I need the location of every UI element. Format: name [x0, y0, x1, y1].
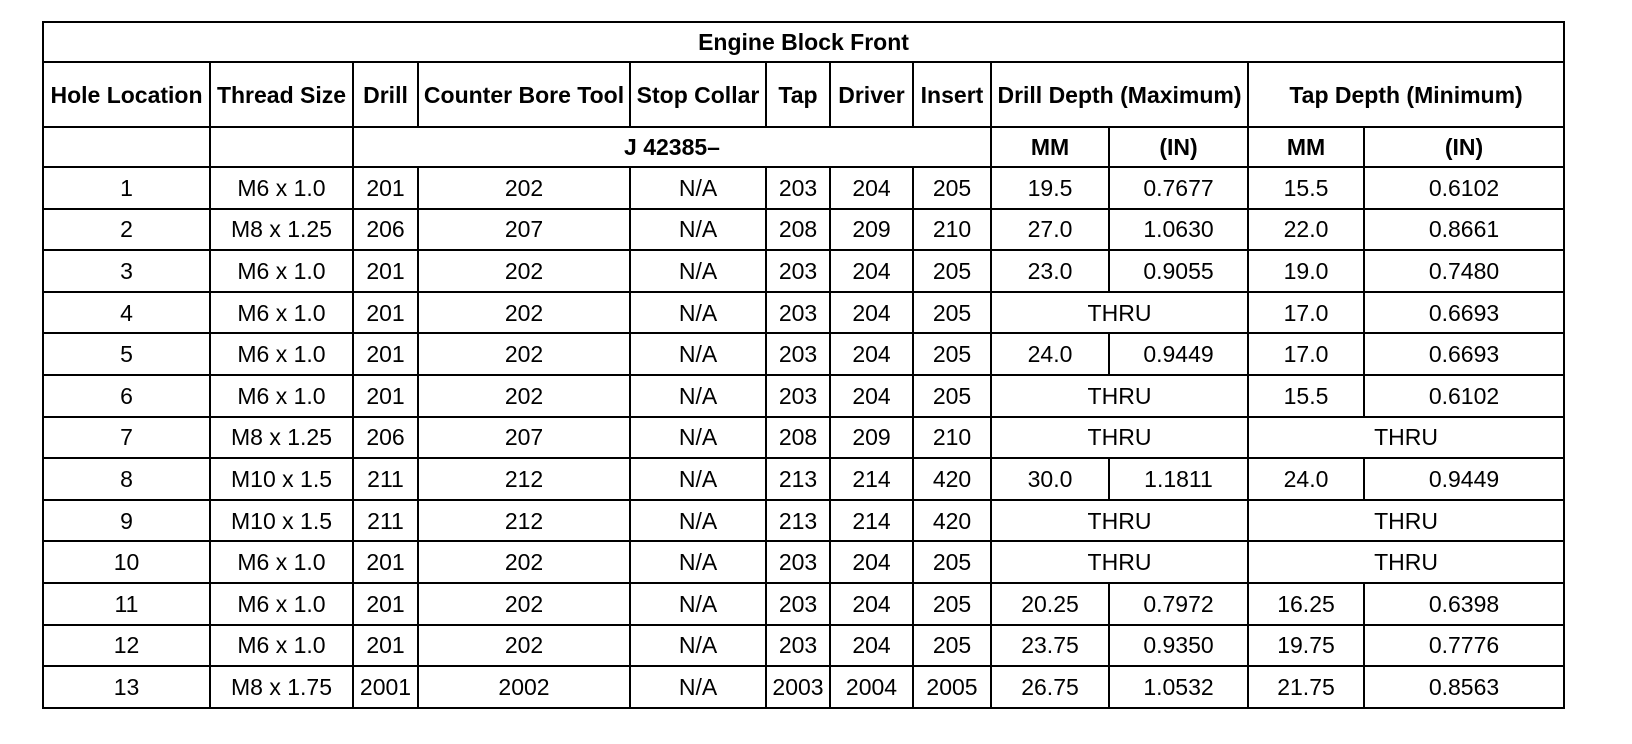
- driver-cell: 204: [830, 375, 913, 417]
- header-tap-depth: Tap Depth (Minimum): [1248, 62, 1564, 127]
- drill-depth-in-cell: 1.0630: [1109, 209, 1248, 251]
- tap-depth-mm-cell: 19.75: [1248, 625, 1364, 667]
- tap-depth-mm-cell: 19.0: [1248, 250, 1364, 292]
- drill-depth-thru-cell: THRU: [991, 417, 1248, 459]
- drill-cell: 201: [353, 375, 418, 417]
- counter-bore-tool-cell: 202: [418, 583, 630, 625]
- insert-cell: 205: [913, 583, 991, 625]
- thread-size-cell: M6 x 1.0: [210, 625, 353, 667]
- drill-depth-mm-unit: MM: [991, 127, 1109, 167]
- counter-bore-tool-cell: 207: [418, 209, 630, 251]
- tap-depth-in-cell: 0.6102: [1364, 375, 1564, 417]
- counter-bore-tool-cell: 207: [418, 417, 630, 459]
- drill-cell: 201: [353, 583, 418, 625]
- tap-depth-mm-cell: 17.0: [1248, 333, 1364, 375]
- drill-depth-mm-cell: 20.25: [991, 583, 1109, 625]
- drill-cell: 201: [353, 541, 418, 583]
- drill-cell: 201: [353, 292, 418, 334]
- insert-cell: 420: [913, 500, 991, 542]
- hole-location-cell: 7: [43, 417, 210, 459]
- drill-depth-mm-cell: 23.75: [991, 625, 1109, 667]
- table-row: [43, 417, 1564, 459]
- drill-depth-mm-cell: 24.0: [991, 333, 1109, 375]
- driver-cell: 204: [830, 167, 913, 209]
- driver-cell: 209: [830, 209, 913, 251]
- tap-cell: 213: [766, 500, 830, 542]
- drill-depth-in-cell: 0.9350: [1109, 625, 1248, 667]
- table-row: [43, 167, 1564, 209]
- unit-blank-hole: [43, 127, 210, 167]
- header-drill: Drill: [353, 62, 418, 127]
- header-hole-location: Hole Location: [43, 62, 210, 127]
- unit-row: [43, 127, 1564, 167]
- insert-cell: 210: [913, 209, 991, 251]
- hole-location-cell: 1: [43, 167, 210, 209]
- drill-cell: 2001: [353, 666, 418, 708]
- tap-depth-in-cell: 0.6398: [1364, 583, 1564, 625]
- tap-depth-in-unit: (IN): [1364, 127, 1564, 167]
- hole-location-cell: 2: [43, 209, 210, 251]
- tap-depth-mm-cell: 24.0: [1248, 458, 1364, 500]
- drill-depth-thru-cell: THRU: [991, 541, 1248, 583]
- table-row: [43, 333, 1564, 375]
- tap-cell: 208: [766, 209, 830, 251]
- driver-cell: 214: [830, 500, 913, 542]
- tap-cell: 203: [766, 541, 830, 583]
- header-stop-collar: Stop Collar: [630, 62, 766, 127]
- hole-location-cell: 9: [43, 500, 210, 542]
- drill-depth-in-cell: 0.7677: [1109, 167, 1248, 209]
- driver-cell: 214: [830, 458, 913, 500]
- table-row: [43, 500, 1564, 542]
- counter-bore-tool-cell: 212: [418, 458, 630, 500]
- drill-depth-mm-cell: 30.0: [991, 458, 1109, 500]
- drill-depth-mm-cell: 27.0: [991, 209, 1109, 251]
- header-row: [43, 62, 1564, 127]
- tap-depth-mm-cell: 22.0: [1248, 209, 1364, 251]
- driver-cell: 204: [830, 333, 913, 375]
- table-row: [43, 583, 1564, 625]
- tap-depth-in-cell: 0.6693: [1364, 333, 1564, 375]
- header-insert: Insert: [913, 62, 991, 127]
- drill-depth-in-cell: 0.7972: [1109, 583, 1248, 625]
- counter-bore-tool-cell: 202: [418, 167, 630, 209]
- hole-location-cell: 6: [43, 375, 210, 417]
- tap-depth-mm-cell: 15.5: [1248, 375, 1364, 417]
- drill-cell: 201: [353, 167, 418, 209]
- insert-cell: 210: [913, 417, 991, 459]
- table-row: [43, 292, 1564, 334]
- drill-cell: 206: [353, 417, 418, 459]
- insert-cell: 205: [913, 167, 991, 209]
- header-counter-bore-tool: Counter Bore Tool: [418, 62, 630, 127]
- header-tap: Tap: [766, 62, 830, 127]
- thread-size-cell: M6 x 1.0: [210, 375, 353, 417]
- counter-bore-tool-cell: 202: [418, 292, 630, 334]
- table-body: [43, 22, 1564, 708]
- tap-cell: 203: [766, 333, 830, 375]
- stop-collar-cell: N/A: [630, 250, 766, 292]
- hole-location-cell: 12: [43, 625, 210, 667]
- tool-prefix: J 42385–: [353, 127, 991, 167]
- tap-depth-in-cell: 0.6693: [1364, 292, 1564, 334]
- stop-collar-cell: N/A: [630, 541, 766, 583]
- tap-depth-mm-cell: 15.5: [1248, 167, 1364, 209]
- drill-cell: 211: [353, 458, 418, 500]
- header-thread-size: Thread Size: [210, 62, 353, 127]
- hole-location-cell: 3: [43, 250, 210, 292]
- stop-collar-cell: N/A: [630, 500, 766, 542]
- tap-cell: 203: [766, 250, 830, 292]
- drill-cell: 201: [353, 250, 418, 292]
- drill-cell: 201: [353, 333, 418, 375]
- tap-depth-mm-cell: 16.25: [1248, 583, 1364, 625]
- insert-cell: 205: [913, 333, 991, 375]
- drill-cell: 211: [353, 500, 418, 542]
- drill-cell: 206: [353, 209, 418, 251]
- tap-depth-in-cell: 0.7480: [1364, 250, 1564, 292]
- table-title: Engine Block Front: [43, 22, 1564, 62]
- driver-cell: 204: [830, 541, 913, 583]
- stop-collar-cell: N/A: [630, 292, 766, 334]
- tap-depth-in-cell: 0.9449: [1364, 458, 1564, 500]
- table-row: [43, 541, 1564, 583]
- tap-depth-mm-unit: MM: [1248, 127, 1364, 167]
- drill-depth-in-cell: 0.9055: [1109, 250, 1248, 292]
- stop-collar-cell: N/A: [630, 209, 766, 251]
- thread-size-cell: M10 x 1.5: [210, 458, 353, 500]
- drill-depth-in-cell: 1.0532: [1109, 666, 1248, 708]
- table-row: [43, 375, 1564, 417]
- driver-cell: 204: [830, 292, 913, 334]
- hole-location-cell: 11: [43, 583, 210, 625]
- insert-cell: 205: [913, 375, 991, 417]
- tap-depth-mm-cell: 21.75: [1248, 666, 1364, 708]
- thread-size-cell: M6 x 1.0: [210, 333, 353, 375]
- hole-location-cell: 5: [43, 333, 210, 375]
- driver-cell: 2004: [830, 666, 913, 708]
- tap-cell: 2003: [766, 666, 830, 708]
- table-row: [43, 625, 1564, 667]
- tap-depth-in-cell: 0.6102: [1364, 167, 1564, 209]
- table-row: [43, 666, 1564, 708]
- tap-depth-mm-cell: 17.0: [1248, 292, 1364, 334]
- drill-cell: 201: [353, 625, 418, 667]
- drill-depth-in-cell: 1.1811: [1109, 458, 1248, 500]
- header-driver: Driver: [830, 62, 913, 127]
- drill-depth-thru-cell: THRU: [991, 292, 1248, 334]
- driver-cell: 204: [830, 250, 913, 292]
- tap-depth-thru-cell: THRU: [1248, 541, 1564, 583]
- stop-collar-cell: N/A: [630, 625, 766, 667]
- thread-size-cell: M6 x 1.0: [210, 167, 353, 209]
- thread-size-cell: M6 x 1.0: [210, 250, 353, 292]
- drill-depth-mm-cell: 26.75: [991, 666, 1109, 708]
- drill-depth-thru-cell: THRU: [991, 375, 1248, 417]
- hole-location-cell: 10: [43, 541, 210, 583]
- tap-depth-in-cell: 0.8563: [1364, 666, 1564, 708]
- thread-size-cell: M8 x 1.25: [210, 417, 353, 459]
- insert-cell: 205: [913, 250, 991, 292]
- tap-depth-in-cell: 0.7776: [1364, 625, 1564, 667]
- table-row: [43, 209, 1564, 251]
- counter-bore-tool-cell: 202: [418, 333, 630, 375]
- unit-blank-thread: [210, 127, 353, 167]
- thread-size-cell: M6 x 1.0: [210, 583, 353, 625]
- counter-bore-tool-cell: 202: [418, 625, 630, 667]
- thread-size-cell: M10 x 1.5: [210, 500, 353, 542]
- counter-bore-tool-cell: 202: [418, 541, 630, 583]
- tap-depth-thru-cell: THRU: [1248, 417, 1564, 459]
- counter-bore-tool-cell: 2002: [418, 666, 630, 708]
- tap-depth-thru-cell: THRU: [1248, 500, 1564, 542]
- drill-depth-mm-cell: 19.5: [991, 167, 1109, 209]
- stop-collar-cell: N/A: [630, 666, 766, 708]
- tap-cell: 208: [766, 417, 830, 459]
- drill-depth-in-unit: (IN): [1109, 127, 1248, 167]
- insert-cell: 2005: [913, 666, 991, 708]
- insert-cell: 205: [913, 292, 991, 334]
- tap-cell: 203: [766, 625, 830, 667]
- counter-bore-tool-cell: 202: [418, 375, 630, 417]
- driver-cell: 204: [830, 583, 913, 625]
- drill-depth-thru-cell: THRU: [991, 500, 1248, 542]
- tap-cell: 213: [766, 458, 830, 500]
- stop-collar-cell: N/A: [630, 417, 766, 459]
- hole-location-cell: 13: [43, 666, 210, 708]
- drill-depth-in-cell: 0.9449: [1109, 333, 1248, 375]
- stop-collar-cell: N/A: [630, 583, 766, 625]
- drill-depth-mm-cell: 23.0: [991, 250, 1109, 292]
- title-row: [43, 22, 1564, 62]
- tap-cell: 203: [766, 375, 830, 417]
- stop-collar-cell: N/A: [630, 333, 766, 375]
- tap-cell: 203: [766, 583, 830, 625]
- driver-cell: 204: [830, 625, 913, 667]
- stop-collar-cell: N/A: [630, 375, 766, 417]
- hole-location-cell: 8: [43, 458, 210, 500]
- tap-cell: 203: [766, 292, 830, 334]
- tap-depth-in-cell: 0.8661: [1364, 209, 1564, 251]
- table-row: [43, 458, 1564, 500]
- insert-cell: 205: [913, 625, 991, 667]
- insert-cell: 205: [913, 541, 991, 583]
- insert-cell: 420: [913, 458, 991, 500]
- counter-bore-tool-cell: 212: [418, 500, 630, 542]
- thread-size-cell: M6 x 1.0: [210, 541, 353, 583]
- counter-bore-tool-cell: 202: [418, 250, 630, 292]
- engine-block-spec-table: [42, 21, 1565, 709]
- table-row: [43, 250, 1564, 292]
- thread-size-cell: M8 x 1.75: [210, 666, 353, 708]
- stop-collar-cell: N/A: [630, 167, 766, 209]
- stop-collar-cell: N/A: [630, 458, 766, 500]
- thread-size-cell: M8 x 1.25: [210, 209, 353, 251]
- thread-size-cell: M6 x 1.0: [210, 292, 353, 334]
- header-drill-depth: Drill Depth (Maximum): [991, 62, 1248, 127]
- hole-location-cell: 4: [43, 292, 210, 334]
- tap-cell: 203: [766, 167, 830, 209]
- driver-cell: 209: [830, 417, 913, 459]
